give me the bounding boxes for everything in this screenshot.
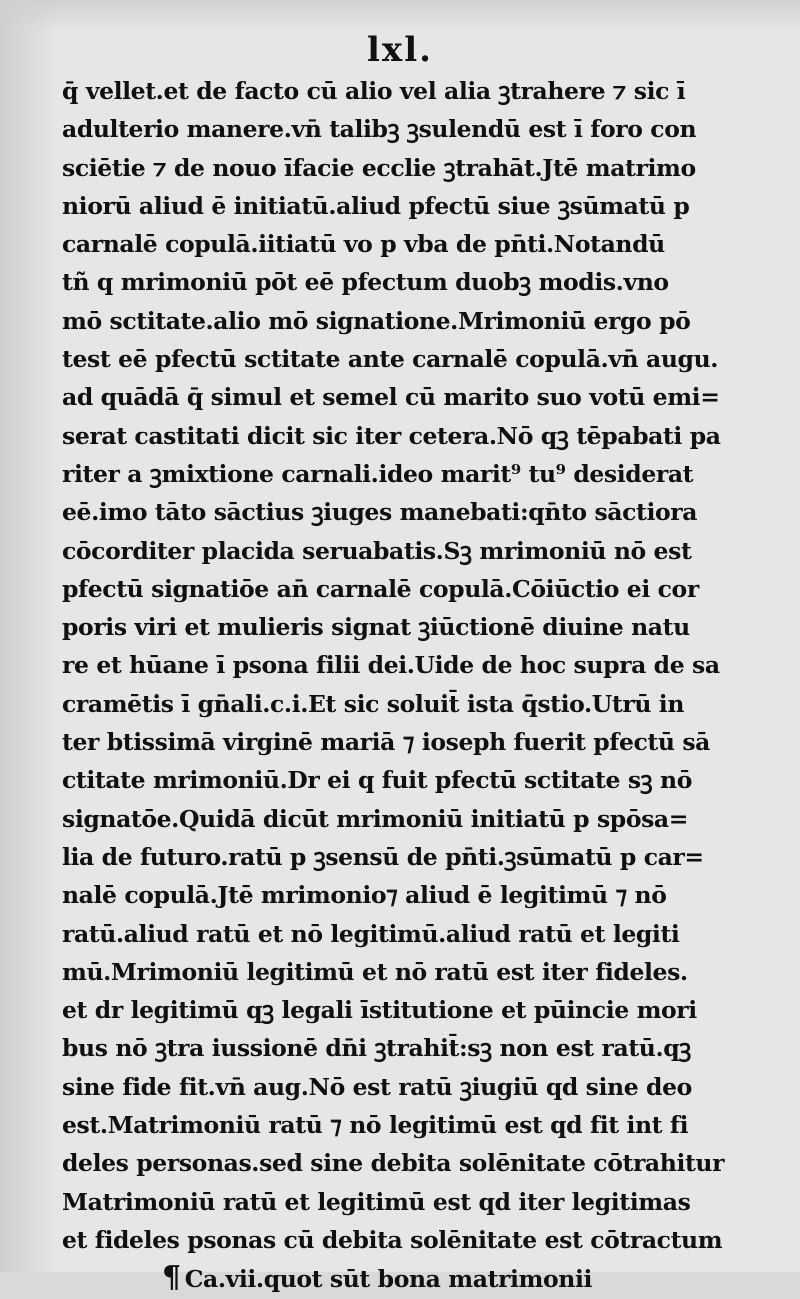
text-line: sciētie ⁊ de nouo īfacie ecclie ꝫtrahāt.Jtē matrimo	[62, 153, 696, 182]
text-line: mō sctitate.alio mō signatione.Mrimoniū ergo pō	[62, 306, 691, 335]
text-line: ter btissimā virginē mariā ⁊ ioseph fuerit pfectū sā	[62, 728, 711, 757]
text-line: cōcorditer placida seruabatis.Sꝫ mrimoniū nō est	[62, 536, 692, 565]
text-line: adulterio manere.vn̄ talibꝫ ꝫsulendū est ī foro con	[62, 115, 697, 144]
text-line: niorū aliud ē initiatū.aliud pfectū siue ꝫsūmatū p	[62, 191, 690, 220]
text-line: eē.imo tāto sāctius ꝫiuges manebati:qn̄to sāctiora	[62, 498, 698, 527]
text-line: tñ q mrimoniū pōt eē pfectum duobꝫ modis.vno	[62, 268, 669, 297]
folio-number: lxl.	[367, 30, 433, 70]
text-line: lia de futuro.ratū p ꝫsensū de pn̄ti.ꝫsūmatū p car=	[62, 842, 704, 871]
text-line: ad quādā q̄ simul et semel cū marito suo votū emi=	[62, 383, 720, 412]
text-line: cramētis ī gn̄ali.c.i.Et sic soluit̄ ista q̄stio.Utrū in	[62, 689, 685, 718]
text-line: deles personas.sed sine debita solēnitate cōtrahitur	[62, 1149, 725, 1178]
text-line: riter a ꝫmixtione carnali.ideo marit⁹ tu⁹ desiderat	[62, 459, 694, 488]
text-line: ctitate mrimoniū.Dr ei q fuit pfectū sctitate sꝫ nō	[62, 766, 693, 795]
text-line: est.Matrimoniū ratū ⁊ nō legitimū est qd fit int fi	[62, 1111, 689, 1140]
text-line: Matrimoniū ratū et legitimū est qd iter legitimas	[62, 1187, 691, 1216]
text-line: ratū.aliud ratū et nō legitimū.aliud ratū et legiti	[62, 919, 680, 948]
text-line: re et hūane ī psona filii dei.Uide de hoc supra de sa	[62, 651, 720, 680]
chapter-heading	[62, 1259, 762, 1297]
text-line: test eē pfectū sctitate ante carnalē copulā.vn̄ augu.	[62, 345, 719, 374]
text-line: signatōe.Quidā dicūt mrimoniū initiatū p spōsa=	[62, 804, 689, 833]
text-column	[62, 72, 762, 1298]
text-line: carnalē copulā.iitiatū vo p vba de pn̄ti.Notandū	[62, 230, 665, 259]
text-line: q̄ vellet.et de facto cū alio vel alia ꝫtrahere ⁊ sic ī	[62, 77, 686, 105]
text-line: et fideles psonas cū debita solēnitate est cōtractum	[62, 1225, 723, 1254]
text-line: serat castitati dicit sic iter cetera.Nō qꝫ tēpabati pa	[62, 421, 721, 450]
chapter-heading-text: Ca.vii.quot sūt bona matrimonii	[184, 1265, 593, 1294]
page-edge-shadow	[0, 0, 60, 1272]
text-line: et dr legitimū qꝫ legali īstitutione et pūincie mori	[62, 996, 697, 1025]
page-top-shadow	[0, 0, 800, 30]
text-line: pfectū signatiōe an̄ carnalē copulā.Cōiūctio ei cor	[62, 574, 699, 603]
text-line: poris viri et mulieris signat ꝫiūctionē diuine natu	[62, 613, 690, 642]
text-line: sine fide fit.vn̄ aug.Nō est ratū ꝫiugiū qd sine deo	[62, 1072, 692, 1101]
text-line: bus nō ꝫtra iussionē dn̄i ꝫtrahit̄:sꝫ non est ratū.qꝫ	[62, 1034, 691, 1063]
text-line: mū.Mrimoniū legitimū et nō ratū est iter fideles.	[62, 957, 688, 986]
pilcrow-mark: ¶	[162, 1260, 181, 1296]
text-line: nalē copulā.Jtē mrimonio⁊ aliud ē legitimū ⁊ nō	[62, 881, 667, 910]
